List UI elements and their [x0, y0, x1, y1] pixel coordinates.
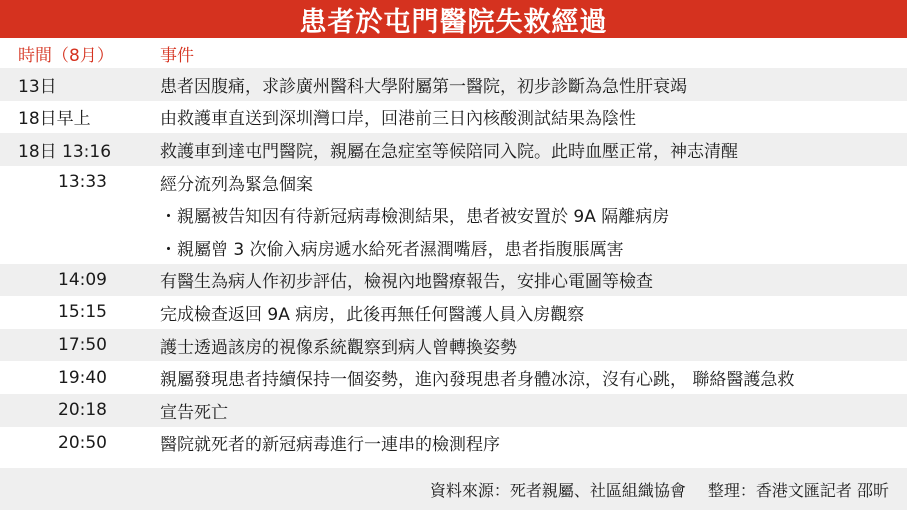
table-row	[0, 264, 907, 297]
table-header	[0, 38, 907, 68]
row-time: 18日早上	[18, 109, 91, 130]
row-time: 20:18	[58, 400, 107, 421]
table-row	[0, 231, 907, 264]
table-row	[0, 101, 907, 134]
header-time: 時間（8月）	[18, 45, 114, 66]
table-row	[0, 296, 907, 329]
row-time: 13:33	[58, 172, 107, 193]
source-credit: 資料來源：死者親屬、社區組織協會	[429, 480, 686, 500]
row-event: 親屬發現患者持續保持一個姿勢，進內發現患者身體冰涼，沒有心跳， 聯絡醫護急救	[160, 370, 795, 391]
table-row	[0, 329, 907, 362]
row-time: 17:50	[58, 335, 107, 356]
source-footer	[0, 468, 907, 510]
row-time: 15:15	[58, 302, 107, 323]
row-time: 14:09	[58, 269, 107, 290]
row-event: ・親屬被告知因有待新冠病毒檢測結果，患者被安置於 9A 隔離病房	[160, 207, 670, 228]
row-event: ・親屬曾 3 次偷入病房遞水給死者濕潤嘴唇，患者指腹脹厲害	[160, 239, 624, 260]
table-row	[0, 166, 907, 199]
row-event: 護士透過該房的視像系統觀察到病人曾轉換姿勢	[160, 337, 517, 358]
table-row	[0, 361, 907, 394]
editor-credit: 整理：香港文匯記者 邵昕	[707, 480, 889, 500]
table-row	[0, 427, 907, 460]
row-event: 宣告死亡	[160, 402, 228, 423]
row-event: 救護車到達屯門醫院，親屬在急症室等候陪同入院。此時血壓正常，神志清醒	[160, 141, 738, 162]
row-event: 有醫生為病人作初步評估，檢視內地醫療報告，安排心電圖等檢查	[160, 272, 653, 293]
table-row	[0, 198, 907, 231]
row-event: 患者因腹痛，求診廣州醫科大學附屬第一醫院，初步診斷為急性肝衰竭	[160, 76, 687, 97]
row-time: 20:50	[58, 432, 107, 453]
row-event: 由救護車直送到深圳灣口岸，回港前三日內核酸測試結果為陰性	[160, 109, 636, 130]
row-time: 13日	[18, 76, 57, 97]
row-event: 完成檢查返回 9A 病房，此後再無任何醫護人員入房觀察	[160, 304, 585, 325]
page-title: 患者於屯門醫院失救經過	[0, 0, 907, 38]
row-time: 18日 13:16	[18, 141, 112, 162]
row-event: 醫院就死者的新冠病毒進行一連串的檢測程序	[160, 435, 500, 456]
timeline-rows	[0, 68, 907, 459]
table-row	[0, 68, 907, 101]
header-event: 事件	[160, 45, 194, 66]
row-time: 19:40	[58, 367, 107, 388]
table-row	[0, 133, 907, 166]
table-row	[0, 394, 907, 427]
row-event: 經分流列為緊急個案	[160, 174, 313, 195]
